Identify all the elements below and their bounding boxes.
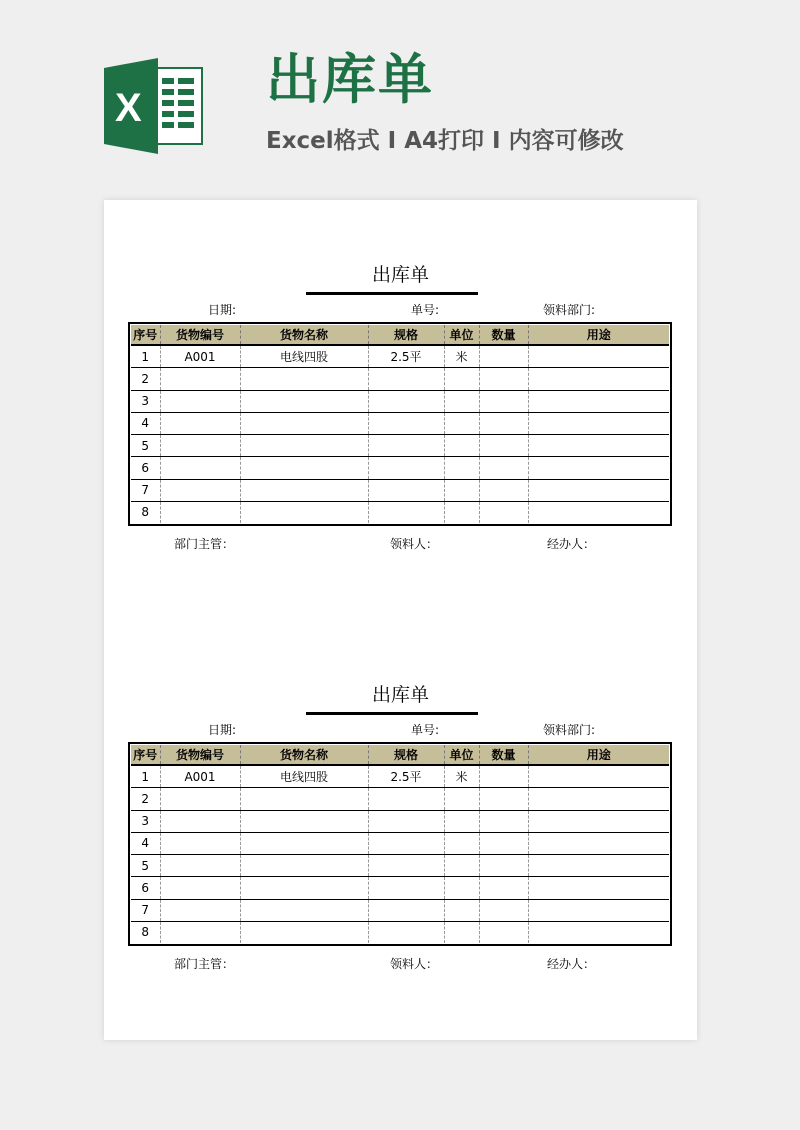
spec-cell[interactable]: [368, 435, 444, 457]
quantity-cell[interactable]: [479, 810, 528, 832]
quantity-cell[interactable]: [479, 390, 528, 412]
table-row: [131, 501, 669, 523]
col-header-item-code: 货物编号: [160, 745, 240, 765]
table-row: [131, 368, 669, 390]
item-code-cell[interactable]: [160, 832, 240, 854]
table-row: [131, 810, 669, 832]
unit-cell[interactable]: [444, 788, 479, 810]
item-code-cell[interactable]: [160, 412, 240, 434]
unit-cell[interactable]: [444, 899, 479, 921]
item-name-cell[interactable]: [240, 479, 368, 501]
col-header-item-name: 货物名称: [240, 745, 368, 765]
manager-signature-label: 部门主管：: [174, 537, 235, 551]
table-row: [131, 457, 669, 479]
quantity-cell[interactable]: [479, 832, 528, 854]
item-code-cell[interactable]: A001: [160, 765, 240, 788]
spec-cell[interactable]: [368, 855, 444, 877]
form-title: 出库单: [371, 684, 429, 706]
col-header-unit: 单位: [444, 745, 479, 765]
item-code-cell[interactable]: [160, 368, 240, 390]
seq-cell[interactable]: 6: [131, 457, 160, 479]
spec-cell[interactable]: [368, 390, 444, 412]
seq-cell[interactable]: 2: [131, 788, 160, 810]
table-row: [131, 412, 669, 434]
item-code-cell[interactable]: A001: [160, 345, 240, 368]
handler-signature-label: 经办人：: [547, 957, 596, 971]
manager-signature-label: 部门主管：: [174, 957, 235, 971]
col-header-unit: 单位: [444, 325, 479, 345]
item-code-cell[interactable]: [160, 810, 240, 832]
unit-cell[interactable]: 米: [444, 345, 479, 368]
purpose-cell[interactable]: [528, 390, 669, 412]
item-code-cell[interactable]: [160, 877, 240, 899]
spec-cell[interactable]: [368, 877, 444, 899]
purpose-cell[interactable]: [528, 877, 669, 899]
unit-cell[interactable]: [444, 457, 479, 479]
table-header-row: [131, 745, 669, 765]
department-label: 领料部门:: [543, 723, 596, 737]
col-header-quantity: 数量: [479, 745, 528, 765]
unit-cell[interactable]: [444, 390, 479, 412]
purpose-cell[interactable]: [528, 810, 669, 832]
item-name-cell[interactable]: [240, 832, 368, 854]
item-name-cell[interactable]: 电线四股: [240, 765, 368, 788]
item-name-cell[interactable]: [240, 921, 368, 943]
banner-subtitle: Excel格式 I A4打印 I 内容可修改: [266, 128, 624, 154]
seq-cell[interactable]: 2: [131, 368, 160, 390]
quantity-cell[interactable]: [479, 345, 528, 368]
receiver-signature-label: 领料人：: [390, 957, 439, 971]
table-row: [131, 877, 669, 899]
seq-cell[interactable]: 5: [131, 435, 160, 457]
col-header-item-code: 货物编号: [160, 325, 240, 345]
quantity-cell[interactable]: [479, 479, 528, 501]
unit-cell[interactable]: [444, 810, 479, 832]
unit-cell[interactable]: [444, 368, 479, 390]
seq-cell[interactable]: 1: [131, 765, 160, 788]
spec-cell[interactable]: 2.5平: [368, 345, 444, 368]
date-label: 日期:: [208, 303, 237, 317]
document-page: [104, 200, 697, 1040]
item-code-cell[interactable]: [160, 435, 240, 457]
seq-cell[interactable]: 5: [131, 855, 160, 877]
quantity-cell[interactable]: [479, 899, 528, 921]
item-code-cell[interactable]: [160, 855, 240, 877]
purpose-cell[interactable]: [528, 457, 669, 479]
spec-cell[interactable]: [368, 501, 444, 523]
table-row: [131, 479, 669, 501]
item-code-cell[interactable]: [160, 457, 240, 479]
quantity-cell[interactable]: [479, 501, 528, 523]
table-row: [131, 345, 669, 368]
unit-cell[interactable]: [444, 435, 479, 457]
item-code-cell[interactable]: [160, 501, 240, 523]
spec-cell[interactable]: [368, 788, 444, 810]
col-header-purpose: 用途: [528, 745, 669, 765]
quantity-cell[interactable]: [479, 877, 528, 899]
col-header-purpose: 用途: [528, 325, 669, 345]
spec-cell[interactable]: 2.5平: [368, 765, 444, 788]
seq-cell[interactable]: 1: [131, 345, 160, 368]
item-name-cell[interactable]: [240, 457, 368, 479]
spec-cell[interactable]: [368, 368, 444, 390]
col-header-spec: 规格: [368, 325, 444, 345]
item-name-cell[interactable]: [240, 810, 368, 832]
svg-text:X: X: [115, 86, 142, 130]
spec-cell[interactable]: [368, 899, 444, 921]
seq-cell[interactable]: 4: [131, 412, 160, 434]
item-name-cell[interactable]: [240, 788, 368, 810]
quantity-cell[interactable]: [479, 921, 528, 943]
purpose-cell[interactable]: [528, 788, 669, 810]
seq-cell[interactable]: 7: [131, 479, 160, 501]
purpose-cell[interactable]: [528, 479, 669, 501]
purpose-cell[interactable]: [528, 368, 669, 390]
item-name-cell[interactable]: [240, 435, 368, 457]
quantity-cell[interactable]: [479, 765, 528, 788]
purpose-cell[interactable]: [528, 855, 669, 877]
title-underline: [306, 712, 478, 715]
table-row: [131, 921, 669, 943]
unit-cell[interactable]: [444, 855, 479, 877]
quantity-cell[interactable]: [479, 412, 528, 434]
purpose-cell[interactable]: [528, 435, 669, 457]
unit-cell[interactable]: 米: [444, 765, 479, 788]
quantity-cell[interactable]: [479, 788, 528, 810]
purpose-cell[interactable]: [528, 765, 669, 788]
item-code-cell[interactable]: [160, 921, 240, 943]
purpose-cell[interactable]: [528, 345, 669, 368]
spec-cell[interactable]: [368, 810, 444, 832]
quantity-cell[interactable]: [479, 435, 528, 457]
seq-cell[interactable]: 3: [131, 810, 160, 832]
item-name-cell[interactable]: [240, 501, 368, 523]
item-name-cell[interactable]: 电线四股: [240, 345, 368, 368]
spec-cell[interactable]: [368, 479, 444, 501]
spec-cell[interactable]: [368, 921, 444, 943]
item-name-cell[interactable]: [240, 877, 368, 899]
quantity-cell[interactable]: [479, 855, 528, 877]
handler-signature-label: 经办人：: [547, 537, 596, 551]
col-header-seq: 序号: [131, 745, 160, 765]
table-row: [131, 788, 669, 810]
purpose-cell[interactable]: [528, 921, 669, 943]
item-name-cell[interactable]: [240, 855, 368, 877]
table-row: [131, 390, 669, 412]
seq-cell[interactable]: 8: [141, 925, 150, 940]
col-header-seq: 序号: [131, 325, 160, 345]
seq-cell[interactable]: 7: [131, 899, 160, 921]
purpose-cell[interactable]: [528, 832, 669, 854]
form-title: 出库单: [371, 264, 429, 286]
quantity-cell[interactable]: [479, 457, 528, 479]
unit-cell[interactable]: [444, 412, 479, 434]
excel-icon: [104, 58, 204, 154]
purpose-cell[interactable]: [528, 899, 669, 921]
item-code-cell[interactable]: [160, 899, 240, 921]
items-table: [128, 742, 672, 946]
order-number-label: 单号:: [411, 303, 440, 317]
order-number-label: 单号:: [411, 723, 440, 737]
title-underline: [306, 292, 478, 295]
banner: [0, 0, 800, 200]
table-row: [131, 832, 669, 854]
table-row: [131, 899, 669, 921]
seq-cell[interactable]: 6: [131, 877, 160, 899]
spec-cell[interactable]: [368, 457, 444, 479]
item-name-cell[interactable]: [240, 412, 368, 434]
table-row: [131, 765, 669, 788]
receiver-signature-label: 领料人：: [390, 537, 439, 551]
item-code-cell[interactable]: [160, 479, 240, 501]
seq-cell[interactable]: 4: [131, 832, 160, 854]
item-name-cell[interactable]: [240, 368, 368, 390]
col-header-item-name: 货物名称: [240, 325, 368, 345]
date-label: 日期:: [208, 723, 237, 737]
purpose-cell[interactable]: [528, 412, 669, 434]
items-table: [128, 322, 672, 526]
item-code-cell[interactable]: [160, 788, 240, 810]
unit-cell[interactable]: [444, 877, 479, 899]
table-header-row: [131, 325, 669, 345]
table-row: [131, 435, 669, 457]
purpose-cell[interactable]: [528, 501, 669, 523]
item-name-cell[interactable]: [240, 899, 368, 921]
item-name-cell[interactable]: [240, 390, 368, 412]
quantity-cell[interactable]: [479, 368, 528, 390]
unit-cell[interactable]: [444, 501, 479, 523]
spec-cell[interactable]: [368, 832, 444, 854]
col-header-spec: 规格: [368, 745, 444, 765]
unit-cell[interactable]: [444, 479, 479, 501]
unit-cell[interactable]: [444, 832, 479, 854]
spec-cell[interactable]: [368, 412, 444, 434]
banner-title: 出库单: [266, 48, 434, 111]
seq-cell[interactable]: 8: [141, 505, 150, 520]
item-code-cell[interactable]: [160, 390, 240, 412]
table-row: [131, 855, 669, 877]
col-header-quantity: 数量: [479, 325, 528, 345]
department-label: 领料部门:: [543, 303, 596, 317]
unit-cell[interactable]: [444, 921, 479, 943]
seq-cell[interactable]: 3: [131, 390, 160, 412]
